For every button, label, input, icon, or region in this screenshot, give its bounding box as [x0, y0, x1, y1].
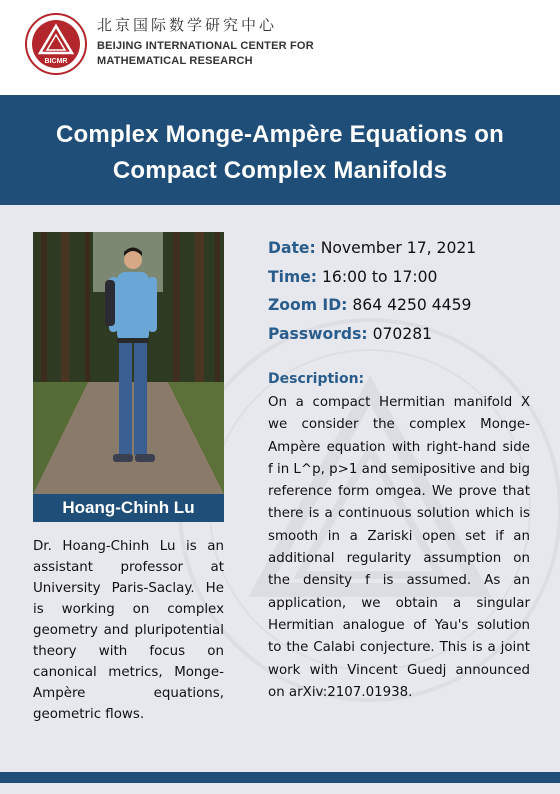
- time-row: [268, 263, 533, 292]
- zoom-value: 864 4250 4459: [352, 296, 472, 314]
- date-value: November 17, 2021: [320, 239, 477, 257]
- footer-bar: [0, 772, 560, 783]
- date-row: [268, 234, 533, 263]
- speaker-name: Hoang-Chinh Lu: [33, 494, 224, 522]
- title-line-2: Compact Complex Manifolds: [112, 157, 448, 184]
- org-name-en-line2: MATHEMATICAL RESEARCH: [97, 55, 253, 67]
- time-value: 16:00 to 17:00: [322, 267, 438, 286]
- description-label: Description:: [268, 371, 365, 387]
- event-info: [268, 234, 533, 348]
- org-name-en-line1: BEIJING INTERNATIONAL CENTER FOR: [97, 40, 314, 52]
- date-label: Date:: [268, 239, 316, 257]
- title-line-1: Complex Monge-Ampère Equations on: [56, 121, 504, 148]
- title-banner: [0, 95, 560, 205]
- bicmr-logo-icon: [25, 13, 87, 75]
- zoom-row: [268, 291, 533, 320]
- password-label: Passwords:: [268, 324, 368, 343]
- org-name-zh: 北京国际数学研究中心: [97, 16, 278, 34]
- speaker-bio: Dr. Hoang-Chinh Lu is an assistant professor at University Paris-Saclay. He is working on complex geometry and pluripotential theory with focus on canonical metrics, Monge-Ampère equations, geometric flows.: [33, 539, 224, 722]
- description-text: On a compact Hermitian manifold X we consider the complex Monge-Ampère equation with right-hand side f in L^p, p>1 and semipositive and big reference form omgea. We prove that there is a continuous solution which is smooth in a Zariski open set if an additional regularity assumption on the density f is assumed. As an application, we obtain a singular Hermitian analogue of Yau's solution to the Calabi conjecture. This is a joint work with Vincent Guedj announced on arXiv:2107.01938.: [268, 395, 531, 700]
- logo-text: BICMR: [44, 58, 68, 65]
- header: [0, 0, 560, 95]
- zoom-label: Zoom ID:: [268, 296, 348, 314]
- page-title: [0, 117, 560, 189]
- password-value: 070281: [372, 324, 433, 343]
- organization-name: [97, 14, 314, 69]
- speaker-photo: [33, 232, 224, 494]
- time-label: Time:: [268, 267, 318, 286]
- password-row: [268, 320, 533, 349]
